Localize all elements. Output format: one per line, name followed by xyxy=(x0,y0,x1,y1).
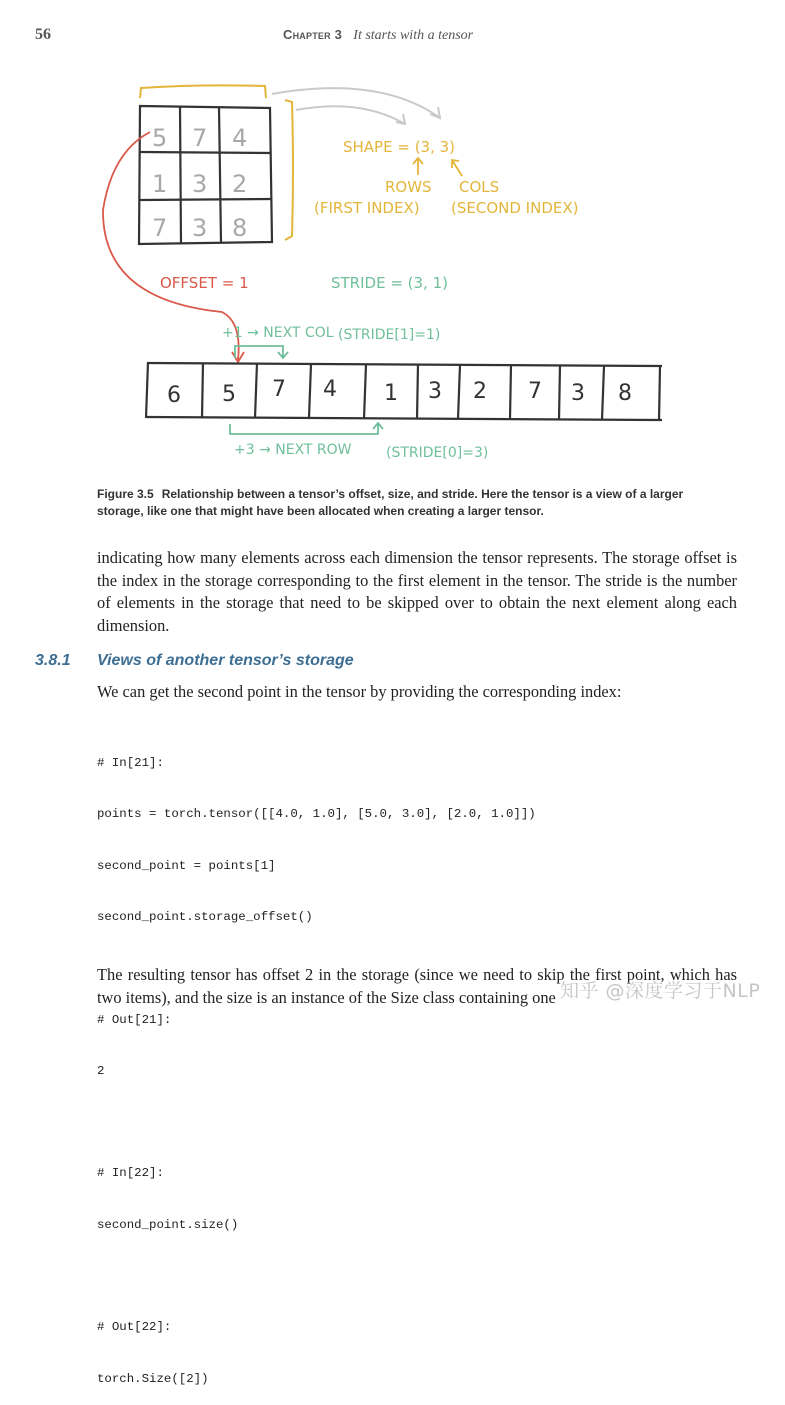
code-line: # Out[22]: xyxy=(97,1320,172,1335)
storage-cell: 7 xyxy=(272,377,286,402)
code-line: 2 xyxy=(97,1063,105,1078)
second-index-label: (SECOND INDEX) xyxy=(451,199,579,217)
storage-cell: 3 xyxy=(428,379,442,404)
shape-right-bracket xyxy=(285,100,293,240)
body-paragraph: The resulting tensor has offset 2 in the storage (since we need to skip the first point, which has two items), and the size is an instance of the Size class containing one xyxy=(97,965,737,1007)
next-row-label: +3 → NEXT ROW xyxy=(234,442,352,458)
chapter-title: It starts with a tensor xyxy=(353,28,474,43)
grid-cell: 5 xyxy=(152,124,168,152)
code-line: second_point.size() xyxy=(97,1217,239,1232)
storage-cell: 7 xyxy=(528,379,542,404)
grid-cell: 7 xyxy=(152,214,168,242)
grid-cell: 7 xyxy=(192,124,208,152)
first-index-label: (FIRST INDEX) xyxy=(314,199,420,217)
code-line: # In[22]: xyxy=(97,1166,164,1181)
grid-cell: 4 xyxy=(232,124,248,152)
chapter-label: Chapter 3 xyxy=(283,27,343,42)
shape-top-bracket xyxy=(140,85,266,98)
cols-label: COLS xyxy=(459,178,500,196)
storage-cell: 1 xyxy=(384,381,398,406)
code-listing xyxy=(97,721,536,1405)
code-line: # In[21]: xyxy=(97,756,164,771)
code-line: second_point.storage_offset() xyxy=(97,910,313,925)
offset-arrow xyxy=(103,132,239,360)
code-line: torch.Size([2]) xyxy=(97,1371,209,1386)
code-line: # Out[21]: xyxy=(97,1012,172,1027)
shape-label: SHAPE = (3, 3) xyxy=(343,138,456,156)
grid-cell: 3 xyxy=(192,214,208,242)
figure-3-5 xyxy=(0,60,785,470)
caption-text: Relationship between a tensor’s offset, size, and stride. Here the tensor is a view of a larger storage, like one that might have been allocated when creating a larger tensor. xyxy=(97,487,684,518)
running-header xyxy=(283,27,473,44)
storage-cell: 3 xyxy=(571,381,585,406)
cols-pointer-arrow xyxy=(272,88,440,118)
stride1-label: (STRIDE[1]=1) xyxy=(338,327,441,343)
rows-label: ROWS xyxy=(385,178,432,196)
next-col-label: +1 → NEXT COL xyxy=(222,325,334,341)
section-number: 3.8.1 xyxy=(35,652,71,669)
rows-pointer-arrow xyxy=(296,106,405,124)
next-row-bracket xyxy=(230,423,383,434)
body-paragraph: indicating how many elements across each dimension the tensor represents. The storage offset is the index in the storage corresponding to the first element in the tensor. The stride is the number of elements in the storage that need to be skipped over to obtain the next element along each dimension. xyxy=(97,548,737,635)
rows-arrow xyxy=(413,158,423,175)
storage-cell: 8 xyxy=(618,381,632,406)
section-title: Views of another tensor’s storage xyxy=(97,652,354,669)
page-number: 56 xyxy=(35,26,51,43)
offset-label: OFFSET = 1 xyxy=(160,274,249,292)
code-line: points = torch.tensor([[4.0, 1.0], [5.0, 3.0], [2.0, 1.0]]) xyxy=(97,807,536,822)
figure-caption xyxy=(97,486,697,520)
grid-cell: 2 xyxy=(232,170,248,198)
code-line: second_point = points[1] xyxy=(97,858,276,873)
next-col-bracket xyxy=(235,346,288,358)
storage-cell: 6 xyxy=(167,383,181,408)
stride-label: STRIDE = (3, 1) xyxy=(331,274,448,292)
grid-cell: 3 xyxy=(192,170,208,198)
caption-label: Figure 3.5 xyxy=(97,487,154,501)
grid-cell: 8 xyxy=(232,214,248,242)
stride0-label: (STRIDE[0]=3) xyxy=(386,445,489,461)
grid-cell: 1 xyxy=(152,170,168,198)
storage-cell: 5 xyxy=(222,382,236,407)
storage-cell: 2 xyxy=(473,379,487,404)
code-line xyxy=(97,1268,536,1285)
body-paragraph: We can get the second point in the tensor by providing the corresponding index: xyxy=(97,682,622,701)
storage-cell: 4 xyxy=(323,377,337,402)
code-line xyxy=(97,1114,536,1131)
watermark: 知乎 @深度学习于NLP xyxy=(560,980,761,1002)
cols-arrow xyxy=(452,160,462,176)
